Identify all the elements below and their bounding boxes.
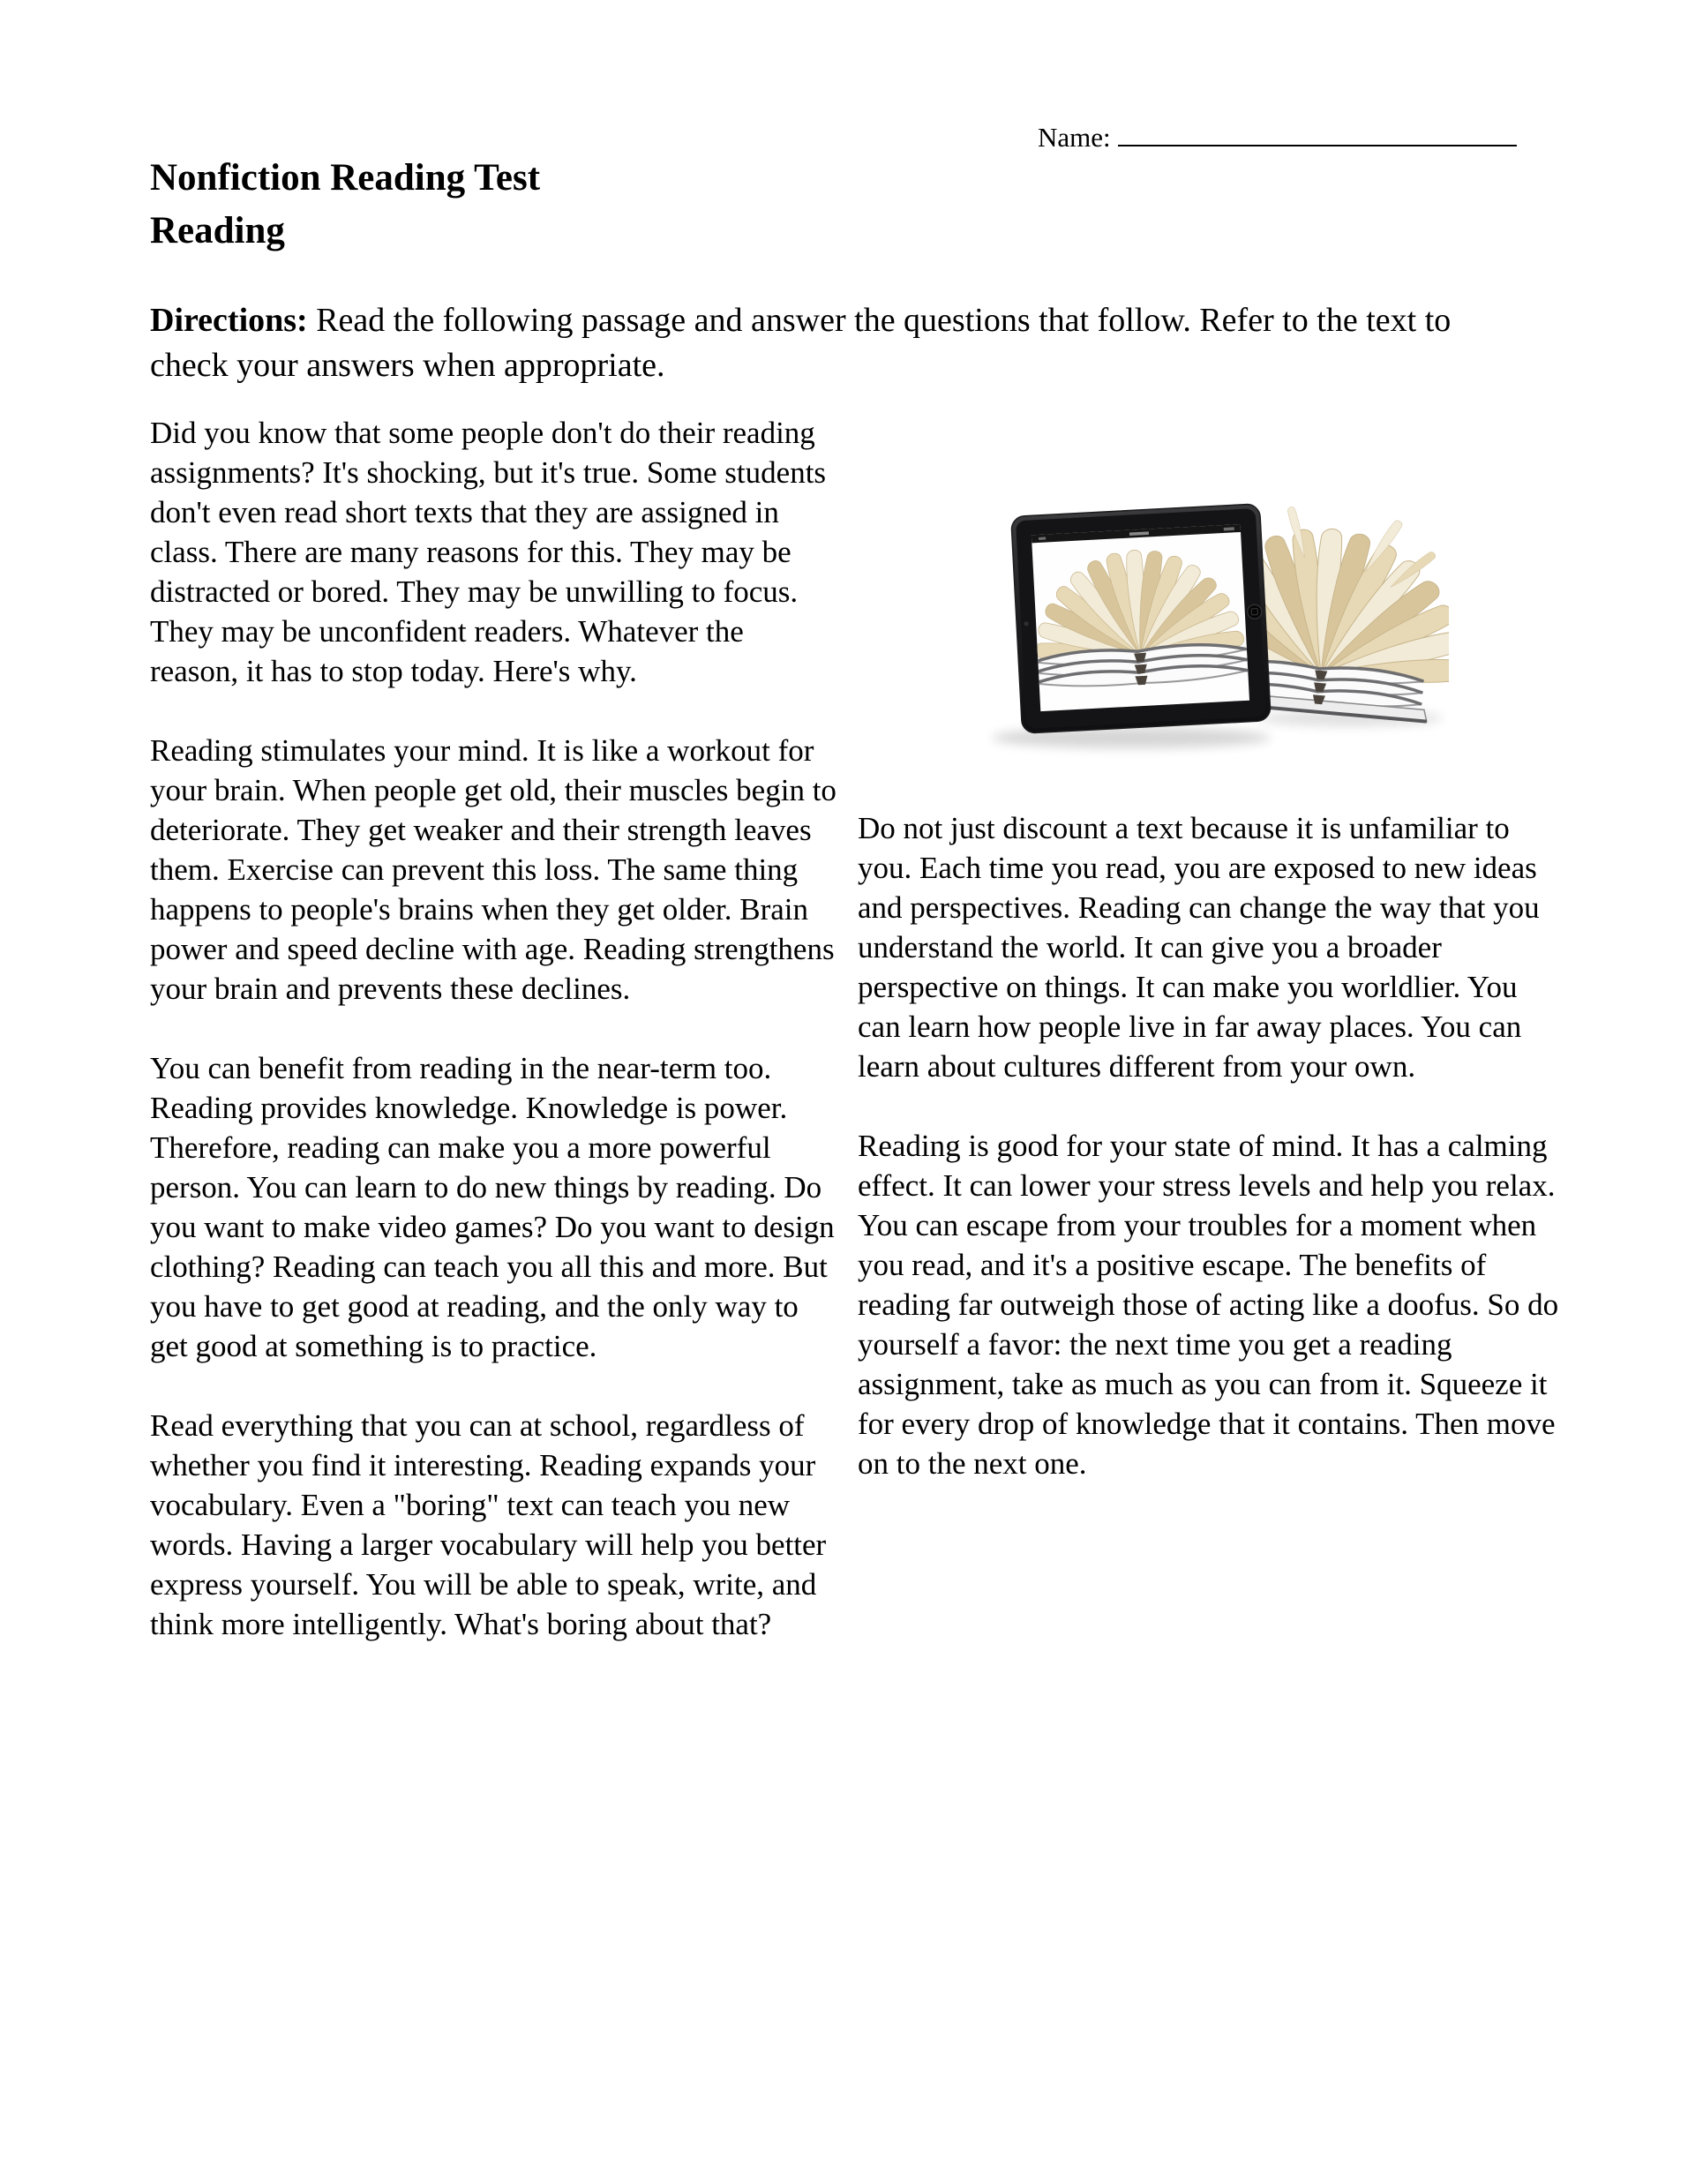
title-line-2: Reading [150,210,285,251]
document-title [150,152,540,258]
passage-paragraph: Reading stimulates your mind. It is like a workout for your brain. When people get old, their muscles begin to deteriorate. They get weaker and their strength leaves them. Exercise can prevent this loss. The same thing happens to people's brains when they get older. Brain power and speed decline with age. Reading strengthens your brain and prevents these declines. [150,733,836,1006]
title-line-1: Nonfiction Reading Test [150,157,541,199]
directions-text: Read the following passage and answer the questions that follow. Refer to the text to check your answers when appropriate. [150,302,1452,384]
passage-paragraph: You can benefit from reading in the near-term too. Reading provides knowledge. Knowledge is power. Therefore, reading can make you a more powerful person. You can learn to do new things by reading. Do you want to make video games? Do you want to design clothing? Reading can teach you all this and more. But you have to get good at reading, and the only way to get good at something is to practice. [150,1051,835,1363]
passage-left-column [150,413,836,1684]
tablet-icon [1011,504,1271,733]
name-label: Name: [1038,122,1111,153]
directions-label: Directions: [150,302,308,339]
passage-paragraph: Reading is good for your state of mind. It has a calming effect. It can lower your stress levels and help you relax. You can escape from your troubles for a moment when you read, and it's a positive escape. The benefits of reading far outweigh those of acting like a doofus. So do yourself a favor: the next time you get a reading assignment, take as much as you can from it. Squeeze it for every drop of knowledge that it contains. Then move on to the next one. [858,1129,1559,1481]
tablet-and-book-illustration [955,443,1449,771]
passage-paragraph: Read everything that you can at school, regardless of whether you find it interesting. Reading expands your vocabulary. Even a "boring" text can teach you new words. Having a larger vocabulary will help you better express yourself. You will be able to speak, write, and think more intelligently. What's boring about that? [150,1408,827,1641]
home-button-icon [1247,604,1262,619]
passage-paragraph: Do not just discount a text because it is unfamiliar to you. Each time you read, you are exposed to new ideas and perspectives. Reading can change the way that you understand the world. It can give you a broader perspective on things. It can make you worldlier. You can learn how people live in far away places. You can learn about cultures different from your own. [858,811,1540,1084]
passage-right-column [858,808,1559,1523]
passage-paragraph: Did you know that some people don't do their reading assignments? It's shocking, but it's true. Some students don't even read short texts that they are assigned in class. There are many reasons for this. They may be distracted or bored. They may be unwilling to focus. They may be unconfident readers. Whatever the reason, it has to stop today. Here's why. [150,416,827,688]
name-blank-line [1118,144,1517,146]
directions [150,298,1528,388]
name-field [1038,122,1517,154]
